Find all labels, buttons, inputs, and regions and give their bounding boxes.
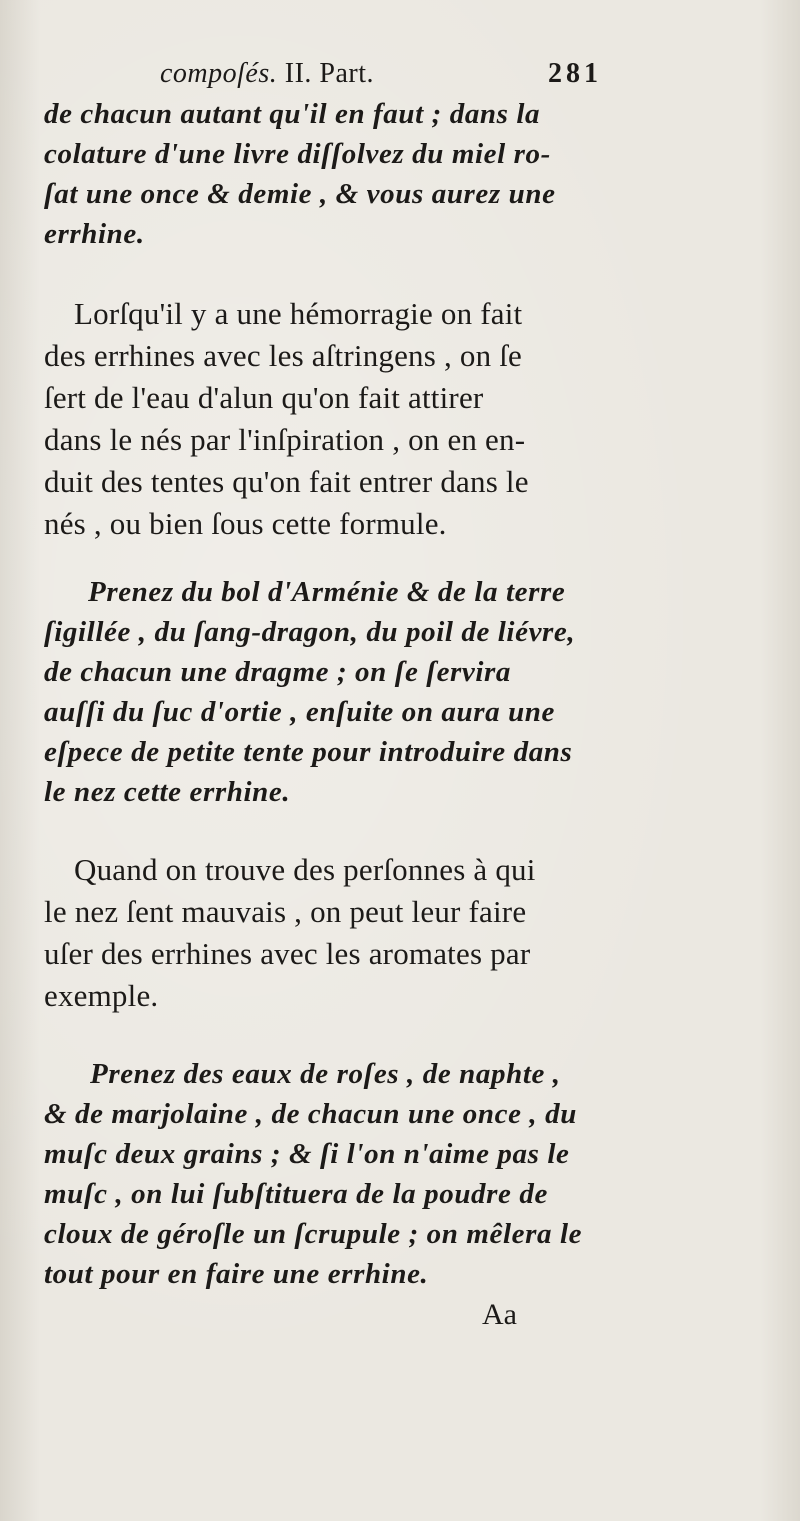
text-line: auſſi du ſuc d'ortie , enſuite on aura une	[44, 696, 556, 728]
text-line: & de marjolaine , de chacun une once , du	[44, 1098, 577, 1130]
running-title-roman: II. Part.	[277, 58, 375, 89]
page-number: 281	[548, 58, 602, 89]
text-line: exemple.	[44, 978, 159, 1013]
running-title-italic: compoſés.	[160, 58, 278, 89]
text-line: ſigillée , du ſang-dragon, du poil de liévre,	[44, 616, 576, 648]
page-header	[160, 58, 620, 98]
text-line: dans le nés par l'inſpiration , on en en-	[44, 422, 526, 457]
text-line: duit des tentes qu'on fait entrer dans le	[44, 464, 529, 499]
text-line: Prenez des eaux de roſes , de naphte ,	[90, 1058, 561, 1090]
text-line: ſert de l'eau d'alun qu'on fait attirer	[44, 380, 484, 415]
text-line: muſc , on lui ſubſtituera de la poudre de	[44, 1178, 548, 1210]
running-title	[160, 58, 374, 90]
text-line: le nez ſent mauvais , on peut leur faire	[44, 894, 527, 929]
text-line: colature d'une livre diſſolvez du miel ro-	[44, 138, 551, 170]
text-line: Prenez du bol d'Arménie & de la terre	[88, 576, 566, 608]
text-line: eſpece de petite tente pour introduire dans	[44, 736, 573, 768]
text-line: nés , ou bien ſous cette formule.	[44, 506, 447, 541]
text-line: le nez cette errhine.	[44, 776, 291, 808]
text-line: ſat une once & demie , & vous aurez une	[44, 178, 556, 210]
text-line: de chacun une dragme ; on ſe ſervira	[44, 656, 512, 688]
catchword: Aa	[482, 1298, 517, 1331]
text-line: tout pour en faire une errhine.	[44, 1258, 429, 1290]
text-line: de chacun autant qu'il en faut ; dans la	[44, 98, 541, 130]
text-line: uſer des errhines avec les aromates par	[44, 936, 531, 971]
text-line: Lorſqu'il y a une hémorragie on fait	[74, 296, 523, 331]
text-line: errhine.	[44, 218, 145, 250]
text-line: des errhines avec les aſtringens , on ſe	[44, 338, 522, 373]
text-line: cloux de géroſle un ſcrupule ; on mêlera le	[44, 1218, 583, 1250]
text-line: muſc deux grains ; & ſi l'on n'aime pas le	[44, 1138, 570, 1170]
text-line: Quand on trouve des perſonnes à qui	[74, 852, 536, 887]
